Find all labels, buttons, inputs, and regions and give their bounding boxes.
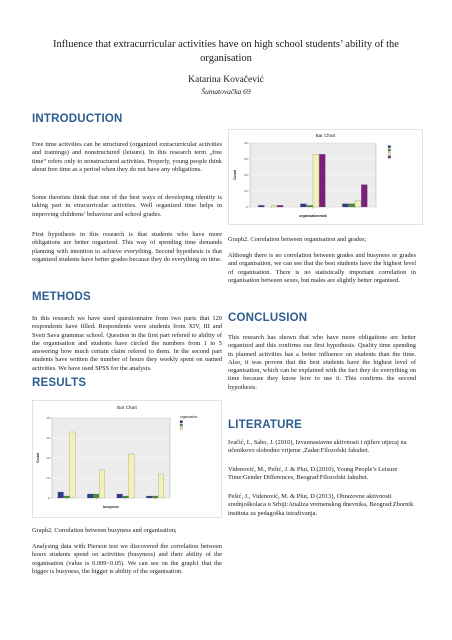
results-heading: RESULTS	[32, 377, 87, 389]
graph-caption-busyness: Graph2. Correlation between busyness and organisation;	[32, 527, 177, 534]
bar-chart-organisation-svg	[228, 129, 423, 225]
y-tick-label: 10	[244, 189, 248, 194]
bar-series2-cat1	[99, 470, 105, 498]
y-axis-label: Count	[36, 453, 40, 463]
bar-series0-cat0	[58, 492, 64, 498]
bar-chart-busyness	[32, 400, 222, 518]
introduction-heading: INTRODUCTION	[32, 113, 123, 125]
bar-series3-cat2	[361, 185, 367, 207]
y-tick-label: 0	[245, 205, 248, 210]
conclusion-paragraph: This research has shown that who have more obligations are better organized and this confirms our first hypothesis. Quality time spending in planned activities has a better influence on students than the time. Also, it was proven that the best students have the highest level of organisation, which can be explained with the fact they do everything on time because they know how to use it. This confirms the second hypothesis.	[228, 334, 416, 391]
reference-3: Pešić, J., Videnović, M. & Plut, D (2013), Obrazovne aktivnosti srednjoškolaca u Srbiji:Analiza vremenskog dnevnika, Beograd:Zbornik instituta za pedagoška istraživanja.	[228, 493, 414, 517]
legend-swatch-2	[388, 152, 391, 154]
bar-series3-cat1	[319, 154, 325, 207]
author-affiliation: Šumatovačka 69	[201, 87, 251, 96]
intro-paragraph-1: Free time activities can be structured (organized extracurricular activities and trainings) and nonstructured (leisure). In this research term „free time“ refers only to nonstructured activities. Properly, young people think about free time as a period when they do not have any obligations.	[32, 141, 222, 173]
bar-series1-cat1	[93, 494, 99, 498]
y-tick-label: 30	[46, 436, 50, 441]
y-tick-label: 0	[47, 496, 50, 501]
conclusion-heading: CONCLUSION	[228, 312, 308, 324]
legend-swatch-2	[180, 427, 183, 429]
legend-title: organisation	[180, 415, 198, 419]
legend-swatch-0	[180, 421, 183, 423]
bar-series2-cat2	[129, 454, 135, 498]
bar-series0-cat2	[117, 494, 123, 498]
bar-series0-cat1	[300, 204, 306, 207]
bar-series1-cat0	[64, 496, 70, 498]
bar-series1-cat1	[307, 205, 313, 207]
bar-chart-busyness-svg	[32, 400, 222, 518]
legend-swatch-0	[388, 146, 391, 148]
bar-series2-cat2	[355, 201, 361, 207]
bar-series0-cat2	[342, 204, 348, 207]
x-axis-label: organisationrank	[299, 214, 327, 218]
y-tick-label: 20	[46, 456, 50, 461]
bar-series2-cat3	[158, 474, 164, 498]
intro-paragraph-3: First hypothesis in this research is that students who have more obligations are better organized. This way of spending time demands planning with intention to achieve everything. Second hypothesis is that organized students have better grades because they do everything on time.	[32, 231, 222, 263]
chart-title: Bar Chart	[117, 405, 137, 410]
graph-caption-organisation: Graph2. Correlation between organisation and grades;	[228, 236, 367, 243]
legend-swatch-3	[388, 156, 391, 158]
bar-series0-cat3	[146, 496, 152, 498]
bar-series2-cat0	[271, 205, 277, 207]
methods-paragraph: In this research we have used questionnaire from two parts that 120 respondents have filled. Respondents were students from XIV, III and Sveti Sava grammar school. Question in the first part refered to ability of the organisation and students have circled the numbers from 1 to 5 answering how much certain claim refered to them. In the second part students have written the number of hours they weekly spent on named activities. We have used SPSS for the analysis.	[32, 315, 222, 372]
legend-swatch-1	[180, 424, 183, 426]
bar-series0-cat0	[258, 205, 264, 207]
bar-series1-cat3	[152, 496, 158, 498]
y-tick-label: 40	[46, 416, 50, 421]
chart-title: Bar Chart	[315, 133, 336, 138]
intro-paragraph-2: Some theorists think that one of the best ways of developing identity is taking part in etracurricular activities. Well organized time helps in improving childrens’ behaviour and school grades.	[32, 194, 222, 218]
bar-series1-cat2	[349, 204, 355, 207]
bar-series2-cat0	[70, 432, 76, 498]
reference-2: Videnović, M., Pešić, J. & Plut, D.(2010), Young People’s Leisure Time:Gender Differences, Beograd:Filozofski fakultet.	[228, 466, 398, 482]
y-tick-label: 40	[244, 141, 248, 146]
paper-title: Influence that extracurricular activities have on high school students’ ability of the organisation	[53, 39, 399, 64]
bar-series2-cat1	[313, 154, 319, 207]
literature-heading: LITERATURE	[228, 419, 302, 431]
bar-chart-organisation	[228, 129, 423, 225]
reference-1: Ivačić, I., Sabo, J. (2010), Izvannastavne aktivnosti i njihov utjecaj na učenikovo slobodno vrijeme ,Zadar:Filozofski fakultet.	[228, 439, 407, 455]
bar-series3-cat0	[277, 205, 283, 207]
y-tick-label: 20	[244, 173, 248, 178]
bar-series0-cat1	[87, 494, 93, 498]
y-tick-label: 30	[244, 157, 248, 162]
y-tick-label: 10	[46, 476, 50, 481]
legend-swatch-1	[388, 149, 391, 151]
bar-series1-cat2	[123, 496, 129, 498]
methods-heading: METHODS	[32, 291, 91, 303]
y-axis-label: Count	[233, 170, 237, 180]
results-paragraph: Analysing data with Pierson test we discovered the correlation between hours students spend on activities (busyness) and their ability of the organisation (value is 0.009<0.05). We can see on the graph1 that the bigger is busyness, the bigger is ability of the organisation.	[32, 543, 222, 575]
right-results-paragraph: Although there is no correlation between grades and busyness or grades and organisation, we can see that the best students have the highest level of organisation. There is no statistically important correlation in organisation between sexes, but males are slightly better organised.	[228, 252, 416, 284]
author-name: Katarina Kovačević	[188, 75, 264, 85]
x-axis-label: busyness	[103, 505, 119, 509]
